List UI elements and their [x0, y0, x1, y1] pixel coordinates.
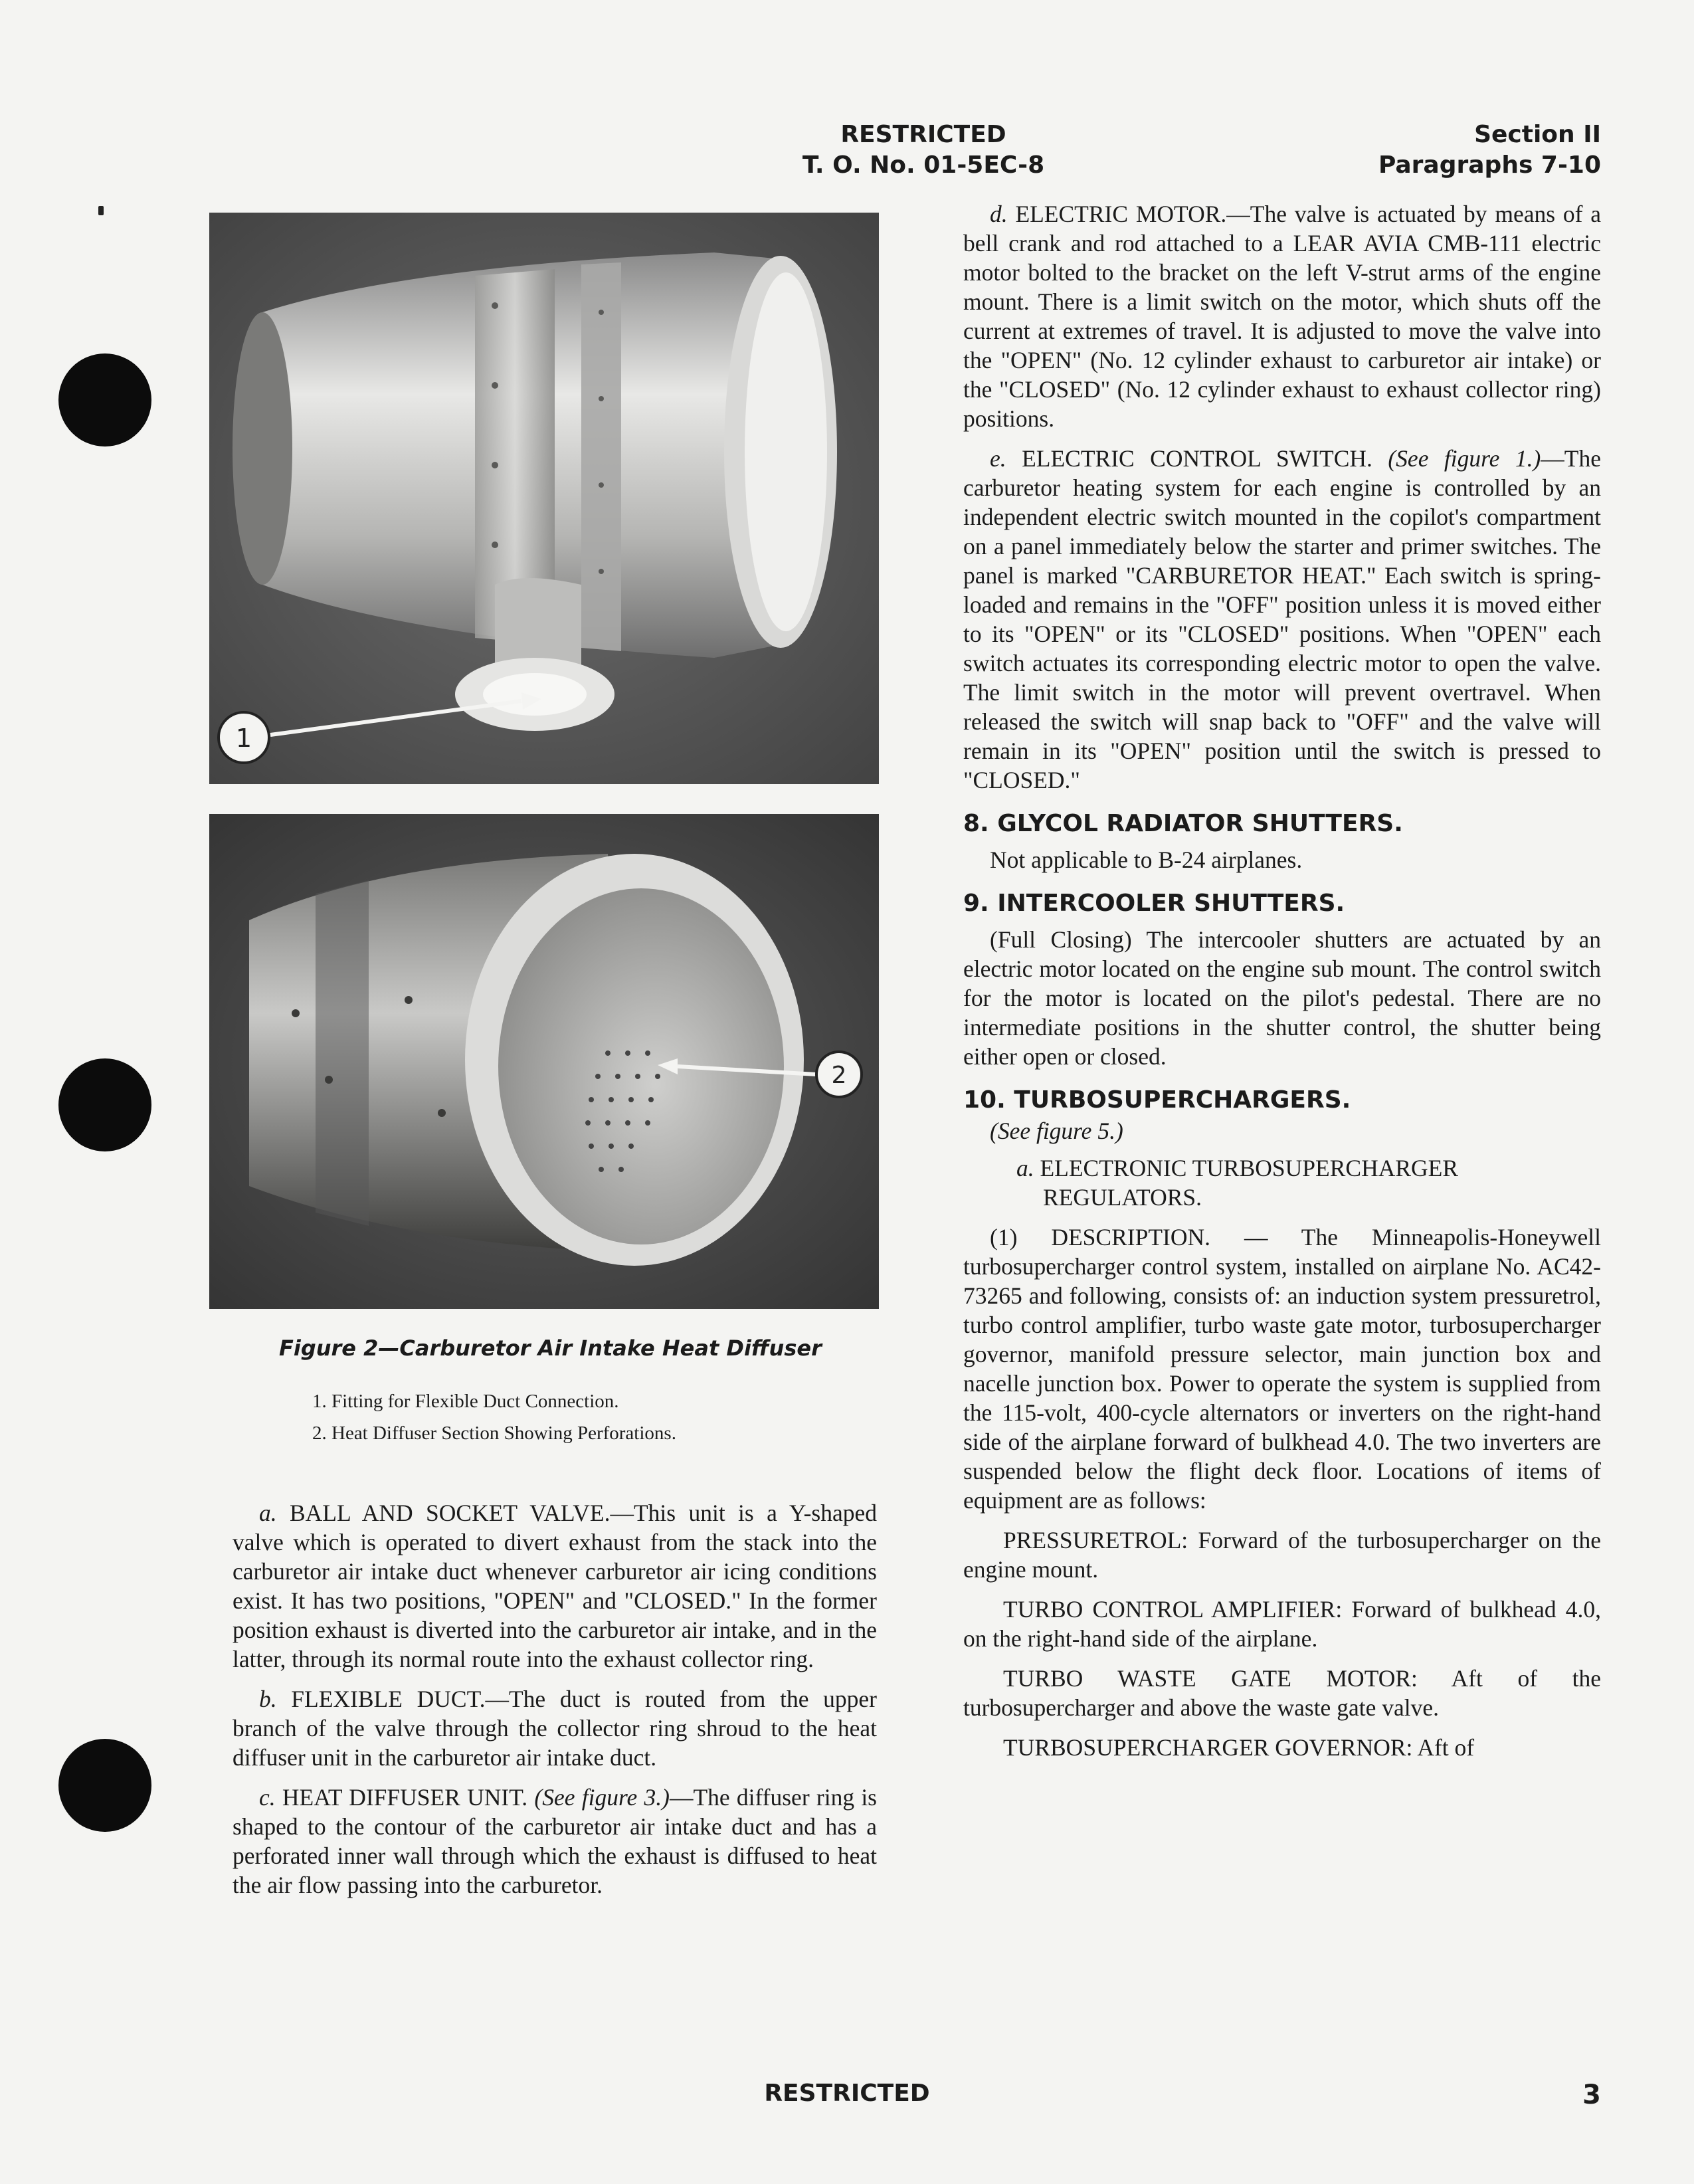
- classification-bottom: RESTRICTED: [764, 2080, 930, 2107]
- location-turbo-waste-gate-motor: TURBO WASTE GATE MOTOR: Aft of the turbosupercharger and above the waste gate valve.: [963, 1665, 1601, 1721]
- heading-turbosuperchargers: 10. TURBOSUPERCHARGERS.: [963, 1086, 1351, 1114]
- binder-hole-top: [58, 353, 151, 447]
- heading-glycol-radiator-shutters: 8. GLYCOL RADIATOR SHUTTERS.: [963, 810, 1403, 837]
- paragraph-glycol: Not applicable to B-24 airplanes.: [990, 846, 1303, 873]
- right-column: [963, 199, 1601, 1773]
- paragraph-description: (1) DESCRIPTION. — The Minneapolis-Honeywell turbosupercharger control system, installed on airplane No. AC42-73265 and following, consists of: an induction system pressuretrol, turbo control amplifier, turbo waste gate motor, turbosupercharger governor, manifold pressure selector, main junction box and nacelle junction box. Power to operate the system is supplied from the 115-volt, 400-cycle alternators or inverters on the right-hand side of the airplane forward of bulkhead 4.0. The two inverters are suspended below the flight deck floor. Locations of items of equipment are as follows:: [963, 1224, 1601, 1514]
- photo-heat-diffuser: [209, 814, 879, 1309]
- duct-fitting-illustration: [209, 213, 879, 784]
- tech-order-number: T. O. No. 01-5EC-8: [802, 151, 1045, 179]
- header-left: [744, 120, 1103, 181]
- figure-5-reference: (See figure 5.): [990, 1118, 1123, 1144]
- heading-intercooler-shutters: 9. INTERCOOLER SHUTTERS.: [963, 890, 1345, 917]
- binder-tick-mark: [98, 206, 104, 215]
- location-turbo-control-amplifier: TURBO CONTROL AMPLIFIER: Forward of bulkhead 4.0, on the right-hand side of the airplane.: [963, 1596, 1601, 1652]
- left-column: [233, 1498, 877, 1910]
- paragraph-electric-control-switch: e. ELECTRIC CONTROL SWITCH. (See figure 1.)—The carburetor heating system for each engine is controlled by an independent electric switch mounted in the copilot's compartment on a panel immediately below the starter and primer switches. The panel is marked "CARBURETOR HEAT." Each switch is spring-loaded and remains in the "OFF" position unless it is moved either to its "OPEN" or its "CLOSED" positions. When "OPEN" each switch actuates its corresponding electric motor to open the valve. The limit switch in the motor will prevent overtravel. When released the switch will snap back to "OFF" and the valve will remain in its "OPEN" position until the switch is pressed to "CLOSED.": [963, 445, 1601, 793]
- paragraph-heat-diffuser-unit: c. HEAT DIFFUSER UNIT. (See figure 3.)—The diffuser ring is shaped to the contour of the carburetor air intake duct and has a perforated inner wall through which the exhaust is diffused to heat the air flow passing into the carburetor.: [233, 1784, 877, 1898]
- section-label: Section II: [1474, 121, 1601, 148]
- binder-hole-middle: [58, 1058, 151, 1151]
- photo-duct-fitting: [209, 213, 879, 784]
- binder-hole-bottom: [58, 1739, 151, 1832]
- legend-item-2: 2. Heat Diffuser Section Showing Perforations.: [312, 1423, 676, 1444]
- figure-3-reference: (See figure 3.): [534, 1784, 670, 1811]
- header-right: [1378, 120, 1601, 181]
- figure-1-reference: (See figure 1.): [1388, 445, 1541, 472]
- subheading-electronic-regulators: a. ELECTRONIC TURBOSUPERCHARGER REGULATORS.: [1016, 1155, 1459, 1211]
- paragraph-intercooler: (Full Closing) The intercooler shutters are actuated by an electric motor located on the engine sub mount. The control switch for the motor is located on the pilot's pedestal. There are no intermediate positions in the shutter control, the shutter being either open or closed.: [963, 926, 1601, 1070]
- paragraph-flexible-duct: b. FLEXIBLE DUCT.—The duct is routed from the upper branch of the valve through the collector ring shroud to the heat diffuser unit in the carburetor air intake duct.: [233, 1686, 877, 1771]
- figure-caption: Figure 2—Carburetor Air Intake Heat Diffuser: [279, 1336, 822, 1361]
- paragraphs-label: Paragraphs 7-10: [1378, 151, 1601, 179]
- legend-item-1: 1. Fitting for Flexible Duct Connection.: [312, 1391, 619, 1412]
- paragraph-ball-socket-valve: a. BALL AND SOCKET VALVE.—This unit is a Y-shaped valve which is operated to divert exhaust from the stack into the carburetor air intake duct whenever carburetor air icing conditions exist. It has two positions, "OPEN" and "CLOSED." In the former position exhaust is diverted into the carburetor air intake, and in the latter, through its normal route into the exhaust collector ring.: [233, 1500, 877, 1672]
- classification-top: RESTRICTED: [840, 121, 1006, 148]
- page-number: 3: [1582, 2080, 1601, 2110]
- paragraph-electric-motor: d. ELECTRIC MOTOR.—The valve is actuated by means of a bell crank and rod attached to a LEAR AVIA CMB-111 electric motor bolted to the bracket on the left V-strut arms of the engine mount. There is a limit switch on the motor, which shuts off the current at extremes of travel. It is adjusted to move the valve into the "OPEN" (No. 12 cylinder exhaust to carburetor air intake) or the "CLOSED" (No. 12 cylinder exhaust to exhaust collector ring) positions.: [963, 201, 1601, 432]
- location-pressuretrol: PRESSURETROL: Forward of the turbosupercharger on the engine mount.: [963, 1527, 1601, 1583]
- callout-1-label: 1: [235, 724, 252, 753]
- heat-diffuser-illustration: [209, 814, 879, 1309]
- callout-2-label: 2: [831, 1062, 847, 1089]
- figure-legend: [312, 1385, 676, 1449]
- location-turbosupercharger-governor: TURBOSUPERCHARGER GOVERNOR: Aft of: [1003, 1734, 1475, 1761]
